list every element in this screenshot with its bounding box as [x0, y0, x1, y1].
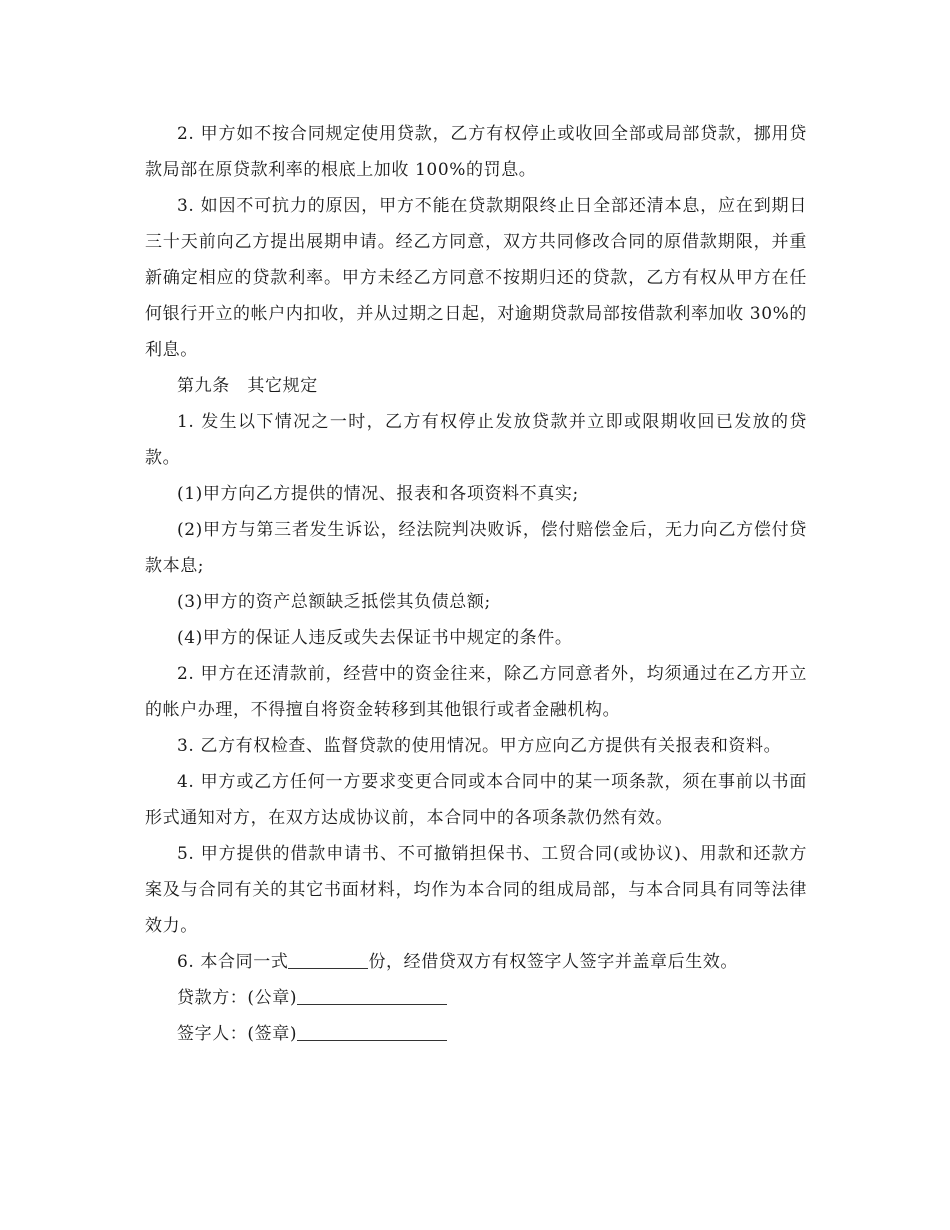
contract-page [145, 116, 807, 1052]
clause-9-5: 5. 甲方提供的借款申请书、不可撤销担保书、工贸合同(或协议)、用款和还款方案及与合同有关的其它书面材料，均作为本合同的组成局部，与本合同具有同等法律效力。 [145, 844, 807, 936]
clause-8-2: 2. 甲方如不按合同规定使用贷款，乙方有权停止或收回全部或局部贷款，挪用贷款局部在原贷款利率的根底上加收 100%的罚息。 [145, 124, 807, 180]
clause-9-6 [145, 944, 807, 980]
lender-seal-blank[interactable] [297, 986, 447, 1005]
clause-9-1-item-3: (3)甲方的资产总额缺乏抵偿其负债总额; [177, 592, 491, 612]
lender-signature-line [145, 980, 807, 1016]
clause-9-4: 4. 甲方或乙方任何一方要求变更合同或本合同中的某一项条款，须在事前以书面形式通知对方，在双方达成协议前，本合同中的各项条款仍然有效。 [145, 772, 807, 828]
clause-9-1: 1. 发生以下情况之一时，乙方有权停止发放贷款并立即或限期收回已发放的贷款。 [145, 412, 807, 468]
article-9-heading: 第九条 其它规定 [177, 376, 318, 396]
signatory-signature-line [145, 1016, 807, 1052]
clause-8-3: 3. 如因不可抗力的原因，甲方不能在贷款期限终止日全部还清本息，应在到期日三十天前向乙方提出展期申请。经乙方同意，双方共同修改合同的原借款期限，并重新确定相应的贷款利率。甲方未经乙方同意不按期归还的贷款，乙方有权从甲方在任何银行开立的帐户内扣收，并从过期之日起，对逾期贷款局部按借款利率加收 30%的利息。 [145, 196, 807, 360]
clause-9-3: 3. 乙方有权检查、监督贷款的使用情况。甲方应向乙方提供有关报表和资料。 [177, 736, 782, 756]
clause-9-1-item-1: (1)甲方向乙方提供的情况、报表和各项资料不真实; [177, 484, 579, 504]
clause-9-1-item-2: (2)甲方与第三者发生诉讼，经法院判决败诉，偿付赔偿金后，无力向乙方偿付贷款本息; [145, 520, 807, 576]
clause-9-2: 2. 甲方在还清款前，经营中的资金往来，除乙方同意者外，均须通过在乙方开立的帐户办理，不得擅自将资金转移到其他银行或者金融机构。 [145, 664, 807, 720]
signatory-seal-label: 签字人：(签章) [177, 1024, 298, 1044]
lender-seal-label: 贷款方：(公章) [177, 988, 298, 1008]
clause-9-1-item-4: (4)甲方的保证人违反或失去保证书中规定的条件。 [177, 628, 573, 648]
clause-9-6-after: 份，经借贷双方有权签字人签字并盖章后生效。 [368, 952, 739, 972]
signatory-seal-blank[interactable] [297, 1022, 447, 1041]
clause-9-6-before: 6. 本合同一式 [177, 952, 289, 972]
copies-count-blank[interactable] [288, 950, 368, 969]
